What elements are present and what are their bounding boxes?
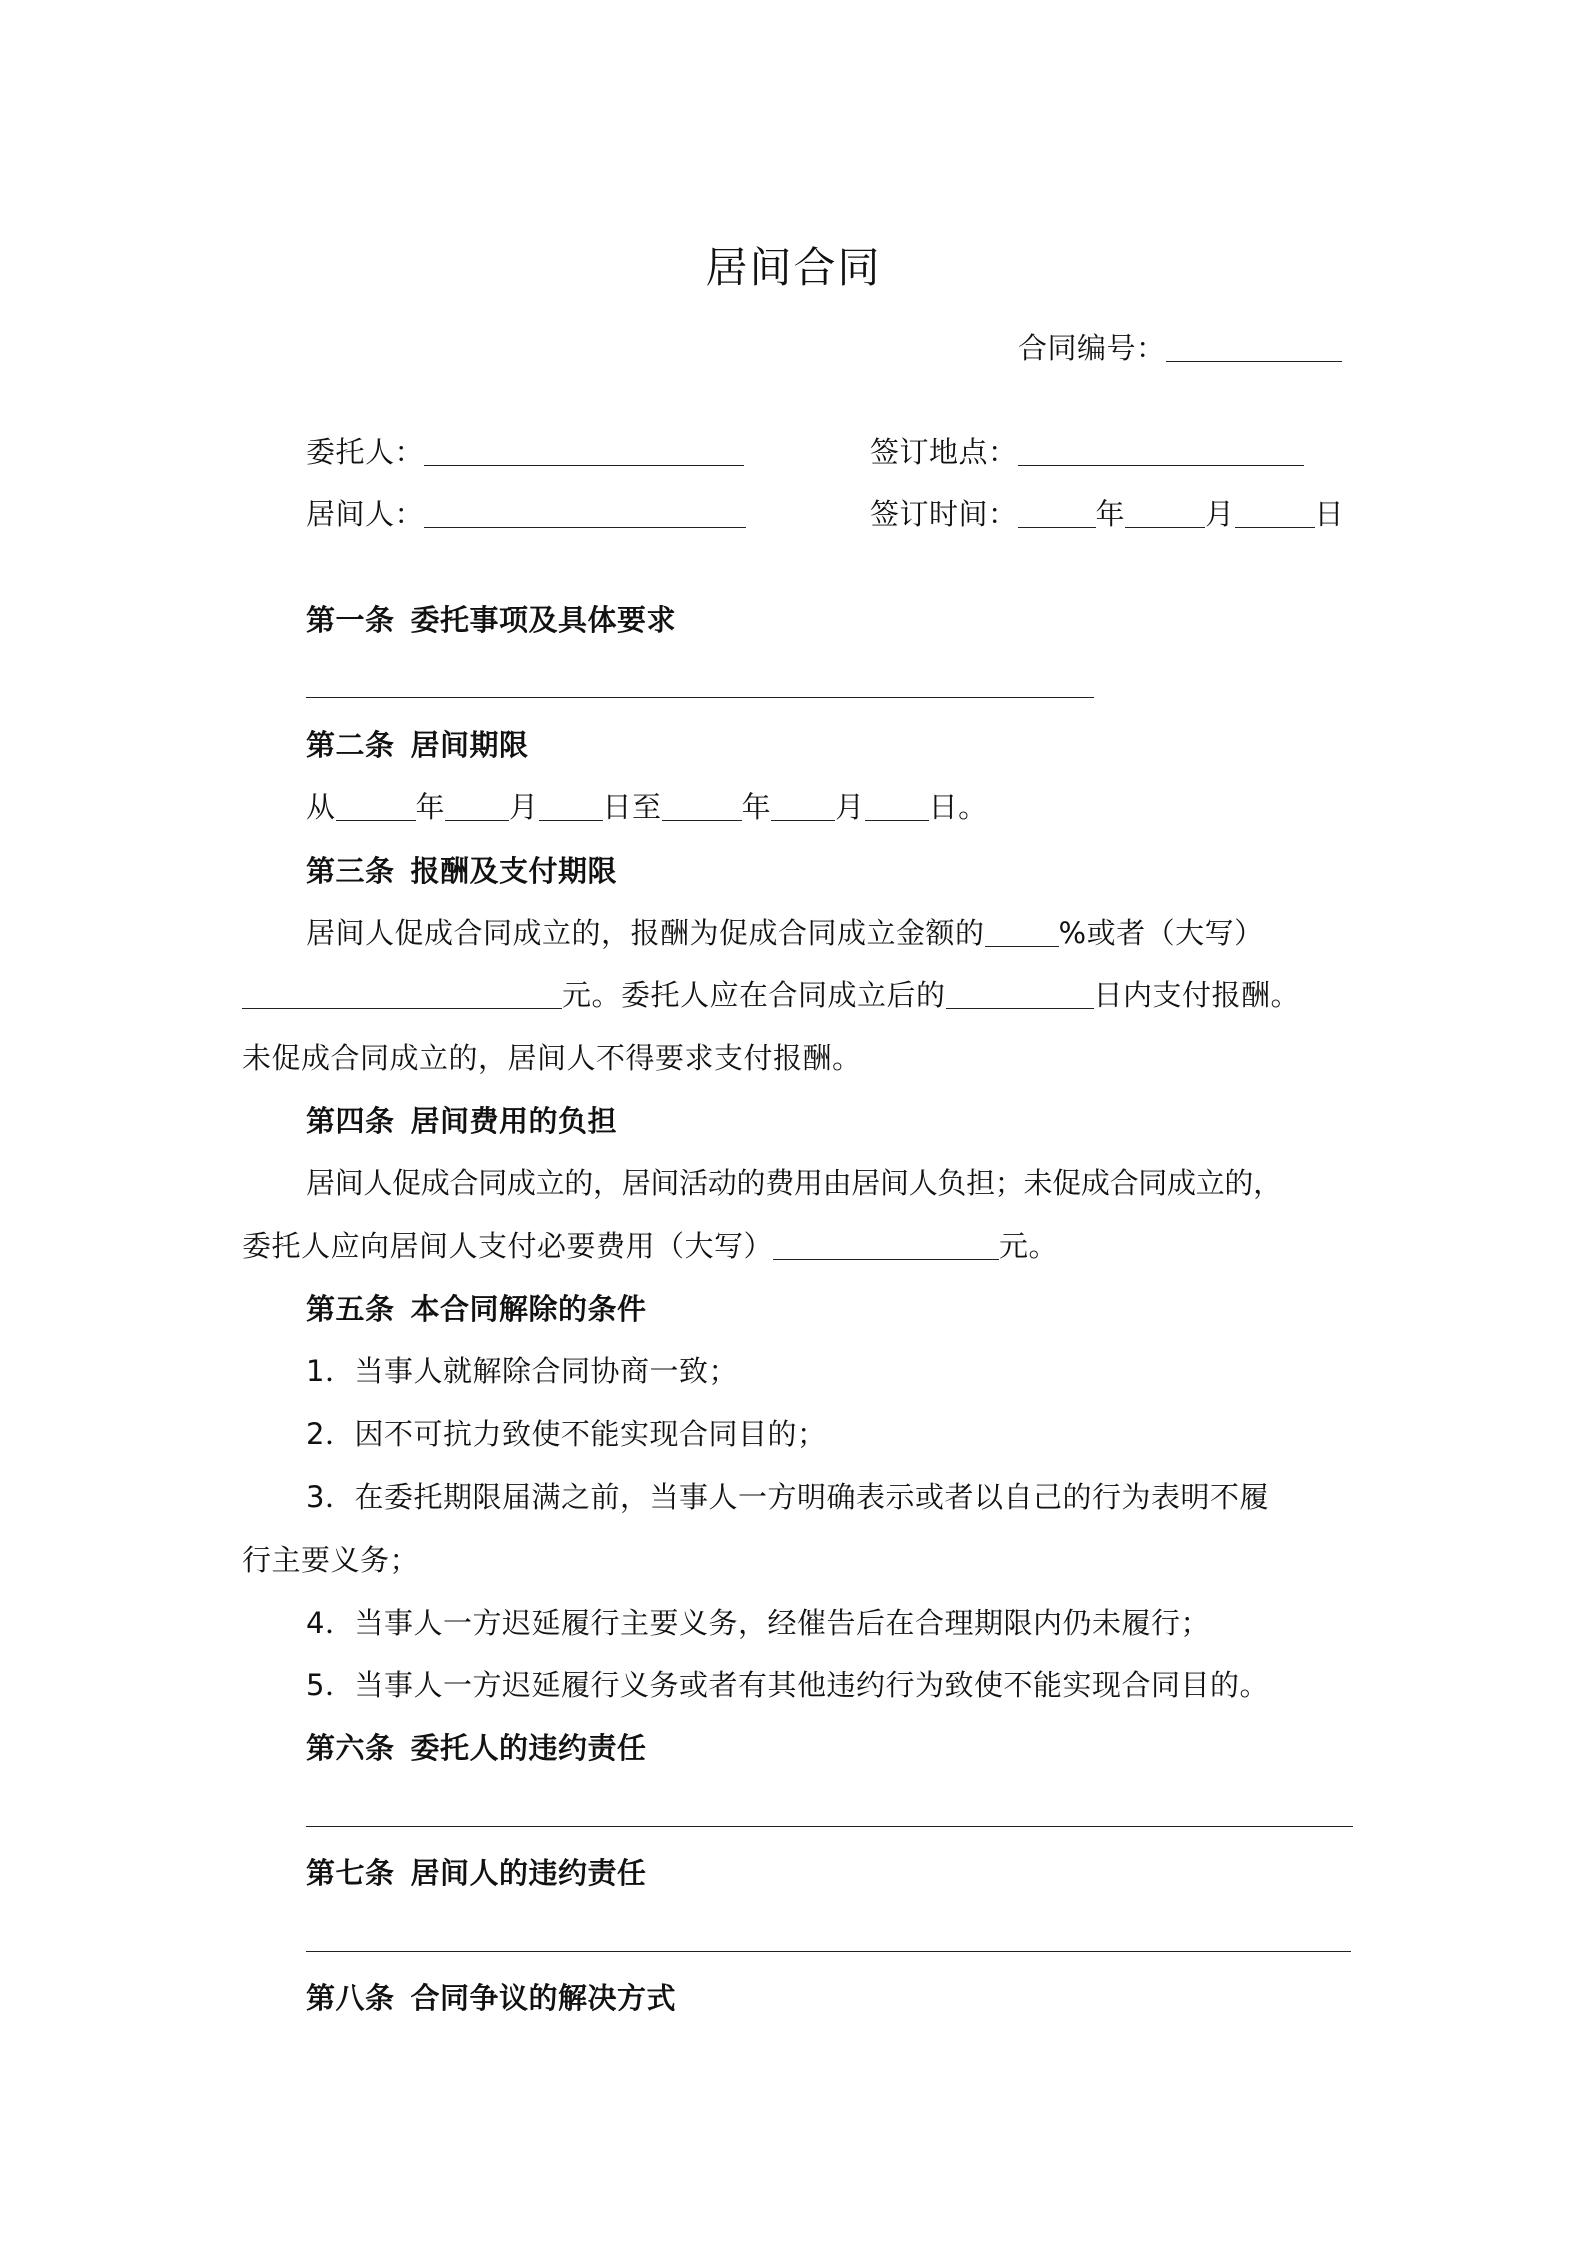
contract-number-blank[interactable] bbox=[1166, 333, 1342, 362]
expense-text-2b: 元。 bbox=[999, 1229, 1059, 1263]
article-4-heading bbox=[306, 1101, 617, 1141]
termination-item-2: 2．因不可抗力致使不能实现合同目的； bbox=[306, 1417, 827, 1451]
termination-item-4: 4．当事人一方迟延履行主要义务，经催告后在合理期限内仍未履行； bbox=[306, 1606, 1210, 1640]
contract-number-line bbox=[1018, 328, 1342, 368]
contract-number-label: 合同编号： bbox=[1018, 331, 1166, 365]
termination-item-3-cont: 行主要义务； bbox=[242, 1543, 420, 1577]
article-8-title: 合同争议的解决方式 bbox=[410, 1981, 677, 2015]
term-from: 从 bbox=[306, 790, 336, 824]
article-7-number: 第七条 bbox=[306, 1856, 395, 1890]
broker-line bbox=[306, 494, 746, 534]
sign-place-blank[interactable] bbox=[1018, 437, 1304, 466]
fee-text-2a: 元。委托人应在合同成立后的 bbox=[562, 978, 946, 1012]
article-8-heading bbox=[306, 1978, 676, 2018]
term-day-end: 日。 bbox=[928, 790, 988, 824]
sign-day-blank[interactable] bbox=[1235, 499, 1315, 528]
fee-line-2 bbox=[242, 975, 1300, 1015]
term-end-month: 月 bbox=[835, 790, 865, 824]
sign-month-blank[interactable] bbox=[1125, 499, 1205, 528]
sign-month-label: 月 bbox=[1205, 497, 1235, 531]
term-start-year: 年 bbox=[415, 790, 446, 824]
termination-item-1: 1．当事人就解除合同协商一致； bbox=[306, 1354, 738, 1388]
article-1-fill-line[interactable] bbox=[306, 697, 1094, 698]
broker-label: 居间人： bbox=[306, 497, 425, 531]
article-6-number: 第六条 bbox=[306, 1731, 395, 1765]
sign-time-label: 签订时间： bbox=[870, 497, 1018, 531]
article-7-fill-line[interactable] bbox=[306, 1951, 1351, 1952]
sign-place-line bbox=[870, 432, 1304, 472]
article-3-number: 第三条 bbox=[306, 854, 395, 888]
fee-text-1: 居间人促成合同成立的，报酬为促成合同成立金额的 bbox=[306, 916, 985, 950]
principal-label: 委托人： bbox=[306, 435, 425, 469]
article-2-title: 居间期限 bbox=[410, 728, 529, 762]
term-end-year-blank[interactable] bbox=[662, 792, 742, 821]
broker-blank[interactable] bbox=[424, 499, 746, 528]
term-start-month-blank[interactable] bbox=[445, 792, 509, 821]
article-4-title: 居间费用的负担 bbox=[410, 1104, 618, 1138]
article-5-heading bbox=[306, 1289, 647, 1329]
fee-line-1 bbox=[306, 913, 1264, 953]
fee-days-blank[interactable] bbox=[946, 980, 1094, 1009]
article-7-title: 居间人的违约责任 bbox=[410, 1856, 647, 1890]
article-8-number: 第八条 bbox=[306, 1981, 395, 2015]
sign-time-line bbox=[870, 494, 1344, 534]
term-start-day-blank[interactable] bbox=[539, 792, 603, 821]
article-3-title: 报酬及支付期限 bbox=[410, 854, 618, 888]
fee-amount-blank[interactable] bbox=[242, 980, 562, 1009]
termination-item-3: 3．在委托期限届满之前，当事人一方明确表示或者以自己的行为表明不履 bbox=[306, 1480, 1269, 1514]
termination-item-5: 5．当事人一方迟延履行义务或者有其他违约行为致使不能实现合同目的。 bbox=[306, 1668, 1269, 1702]
term-start-year-blank[interactable] bbox=[336, 792, 416, 821]
sign-place-label: 签订地点： bbox=[870, 435, 1018, 469]
principal-blank[interactable] bbox=[424, 437, 744, 466]
article-7-heading bbox=[306, 1853, 647, 1893]
expense-text-2a: 委托人应向居间人支付必要费用（大写） bbox=[242, 1229, 774, 1263]
term-end-year: 年 bbox=[741, 790, 772, 824]
term-end-month-blank[interactable] bbox=[771, 792, 835, 821]
fee-percent-blank[interactable] bbox=[985, 918, 1059, 947]
term-start-month: 月 bbox=[509, 790, 539, 824]
article-1-heading bbox=[306, 600, 676, 640]
article-3-heading bbox=[306, 851, 617, 891]
article-5-number: 第五条 bbox=[306, 1292, 395, 1326]
page-title: 居间合同 bbox=[705, 243, 882, 292]
principal-line bbox=[306, 432, 744, 472]
article-2-number: 第二条 bbox=[306, 728, 395, 762]
article-2-heading bbox=[306, 725, 529, 765]
sign-year-blank[interactable] bbox=[1018, 499, 1096, 528]
sign-day-label: 日 bbox=[1314, 497, 1345, 531]
expense-line-1: 居间人促成合同成立的，居间活动的费用由居间人负担；未促成合同成立的， bbox=[306, 1166, 1282, 1200]
article-4-number: 第四条 bbox=[306, 1104, 395, 1138]
term-end-day-blank[interactable] bbox=[865, 792, 929, 821]
article-6-fill-line[interactable] bbox=[306, 1826, 1353, 1827]
fee-text-1-tail: %或者（大写） bbox=[1058, 916, 1264, 950]
expense-line-2 bbox=[242, 1226, 1058, 1266]
article-1-number: 第一条 bbox=[306, 603, 395, 637]
term-line bbox=[306, 787, 988, 827]
expense-amount-blank[interactable] bbox=[773, 1231, 999, 1260]
article-1-title: 委托事项及具体要求 bbox=[410, 603, 677, 637]
article-6-title: 委托人的违约责任 bbox=[410, 1731, 647, 1765]
article-5-title: 本合同解除的条件 bbox=[410, 1292, 647, 1326]
term-day-to: 日至 bbox=[602, 790, 662, 824]
fee-line-3: 未促成合同成立的，居间人不得要求支付报酬。 bbox=[242, 1041, 862, 1075]
fee-text-2b: 日内支付报酬。 bbox=[1093, 978, 1301, 1012]
article-6-heading bbox=[306, 1728, 647, 1768]
sign-year-label: 年 bbox=[1095, 497, 1126, 531]
